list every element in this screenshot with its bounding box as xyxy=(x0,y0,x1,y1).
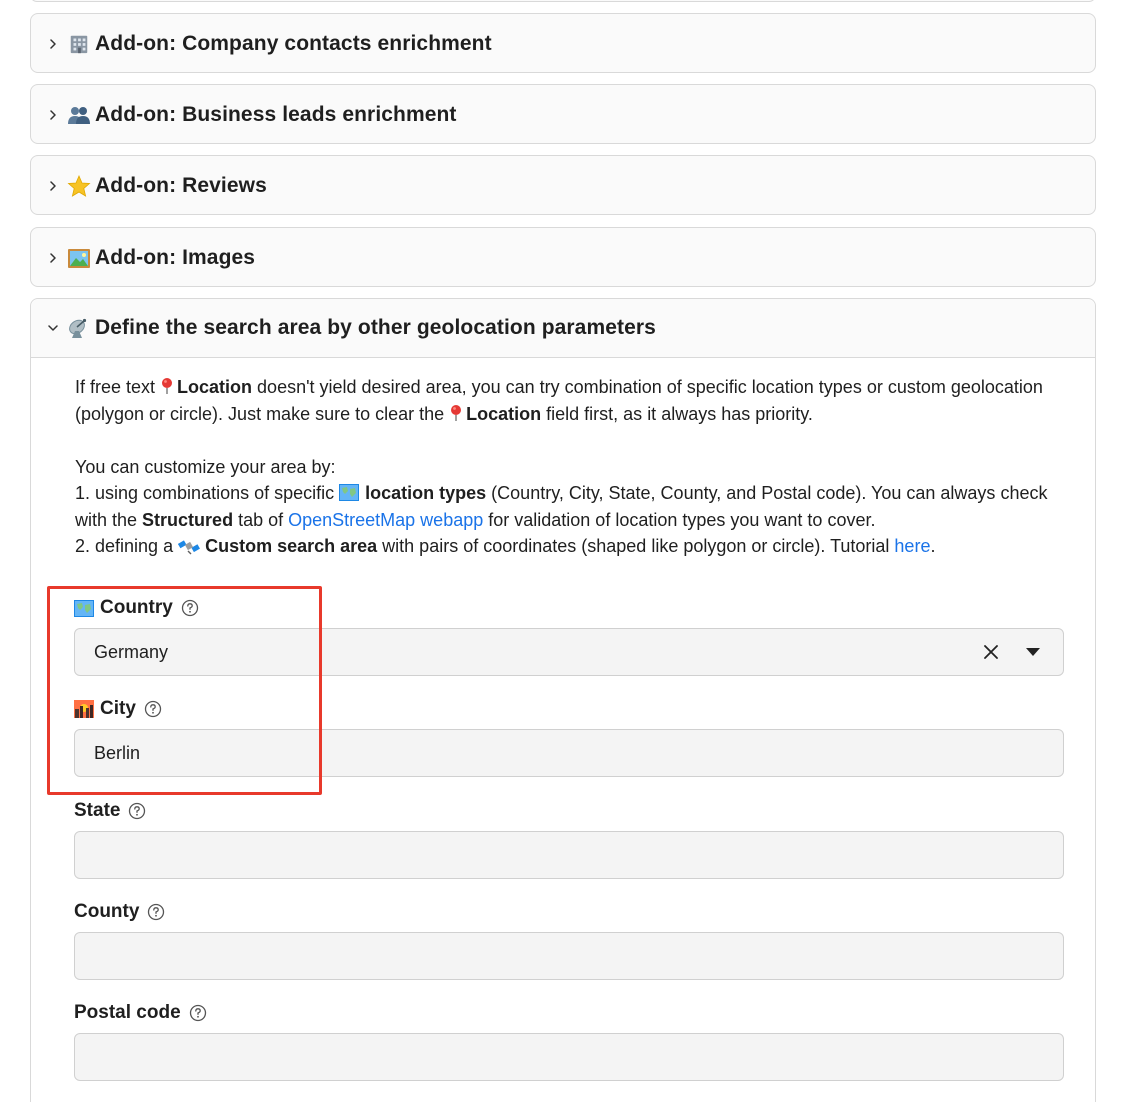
caret-down-icon[interactable] xyxy=(1023,642,1043,662)
section-header[interactable] xyxy=(31,14,1095,73)
section-reviews[interactable] xyxy=(30,155,1096,215)
state-label-text: State xyxy=(74,800,121,821)
help-circle-icon[interactable] xyxy=(128,802,146,820)
state-input[interactable] xyxy=(74,831,1064,879)
round-pushpin-icon xyxy=(449,404,463,422)
framed-picture-icon xyxy=(67,247,91,269)
help-circle-icon[interactable] xyxy=(181,599,199,617)
section-description xyxy=(31,358,1095,560)
city-sunset-icon xyxy=(74,700,94,718)
help-circle-icon[interactable] xyxy=(147,903,165,921)
world-map-icon xyxy=(74,600,94,617)
city-label xyxy=(74,698,162,720)
clear-icon[interactable] xyxy=(981,642,1001,662)
people-icon xyxy=(67,104,91,126)
satellite-icon xyxy=(178,537,200,555)
section-title: Add-on: Business leads enrichment xyxy=(95,102,457,126)
city-input-value: Berlin xyxy=(94,742,141,763)
county-input[interactable] xyxy=(74,932,1064,980)
section-title: Add-on: Company contacts enrichment xyxy=(95,31,492,55)
country-select[interactable] xyxy=(74,628,1064,676)
description-intro: You can customize your area by: xyxy=(75,456,336,477)
star-icon xyxy=(67,175,91,197)
chevron-right-icon xyxy=(45,250,61,266)
description-item-1: 1. using combinations of specific location types (Country, City, State, County, and Postal code). You can always check with the Structured tab of OpenStreetMap webapp for validation of location types you want to cover. xyxy=(75,483,1048,530)
section-title: Add-on: Reviews xyxy=(95,173,267,197)
openstreetmap-link[interactable]: OpenStreetMap webapp xyxy=(288,509,484,530)
previous-section-stub xyxy=(30,0,1096,2)
city-label-text: City xyxy=(100,698,136,719)
office-building-icon xyxy=(67,33,91,55)
city-input[interactable] xyxy=(74,729,1064,777)
world-map-icon xyxy=(339,484,359,501)
chevron-right-icon xyxy=(45,107,61,123)
chevron-right-icon xyxy=(45,36,61,52)
postal-code-label-text: Postal code xyxy=(74,1002,181,1023)
section-header[interactable] xyxy=(31,156,1095,215)
section-title: Define the search area by other geolocation parameters xyxy=(95,316,656,339)
county-label xyxy=(74,901,165,923)
tutorial-link[interactable]: here xyxy=(894,536,931,556)
round-pushpin-icon xyxy=(160,377,174,395)
postal-code-label xyxy=(74,1002,207,1024)
description-paragraph: If free text Location doesn't yield desired area, you can try combination of specific location types or custom geolocation (polygon or circle). Just make sure to clear the Location field first, as it always has priority. xyxy=(75,377,1043,424)
postal-code-input[interactable] xyxy=(74,1033,1064,1081)
section-company-contacts[interactable] xyxy=(30,13,1096,73)
chevron-down-icon xyxy=(45,320,61,336)
section-business-leads[interactable] xyxy=(30,84,1096,144)
county-label-text: County xyxy=(74,901,140,922)
country-label xyxy=(74,597,199,619)
section-images[interactable] xyxy=(30,227,1096,287)
section-header[interactable] xyxy=(31,85,1095,144)
section-geolocation-parameters xyxy=(30,298,1096,1102)
chevron-right-icon xyxy=(45,178,61,194)
help-circle-icon[interactable] xyxy=(144,700,162,718)
section-header[interactable] xyxy=(31,228,1095,287)
help-circle-icon[interactable] xyxy=(189,1004,207,1022)
section-header[interactable] xyxy=(31,299,1095,358)
section-title: Add-on: Images xyxy=(95,245,256,269)
country-label-text: Country xyxy=(100,597,173,618)
description-item-2: 2. defining a Custom search area with pairs of coordinates (shaped like polygon or circle). Tutorial here. xyxy=(75,536,936,556)
state-label xyxy=(74,800,146,822)
country-select-value: Germany xyxy=(94,641,169,662)
satellite-antenna-icon xyxy=(67,317,91,339)
